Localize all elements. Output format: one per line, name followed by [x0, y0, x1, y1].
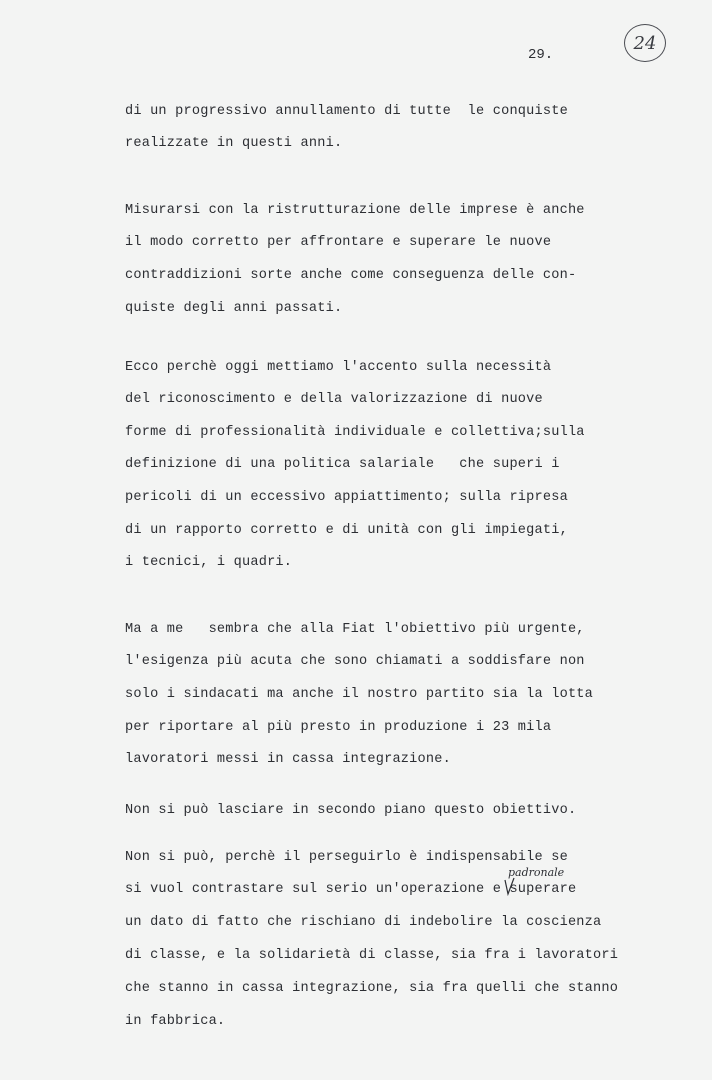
circled-page-number-text: 24 — [633, 32, 657, 54]
circled-page-number — [624, 24, 666, 62]
text-line: un dato di fatto che rischiano di indebolire la coscienza — [125, 915, 602, 930]
text-line: Ma a me sembra che alla Fiat l'obiettivo più urgente, — [125, 622, 585, 637]
insertion-caret-mark — [502, 876, 516, 896]
text-line: realizzate in questi anni. — [125, 136, 343, 151]
text-line: definizione di una politica salariale che superi i — [125, 457, 560, 472]
text-line: Ecco perchè oggi mettiamo l'accento sulla necessità — [125, 360, 552, 375]
text-line: lavoratori messi in cassa integrazione. — [125, 752, 451, 767]
text-line: in fabbrica. — [125, 1014, 226, 1029]
text-line: di classe, e la solidarietà di classe, sia fra i lavoratori — [125, 948, 619, 963]
text-line: per riportare al più presto in produzione i 23 mila — [125, 720, 552, 735]
text-line: i tecnici, i quadri. — [125, 555, 293, 570]
text-line: Non si può, perchè il perseguirlo è indispensabile se — [125, 850, 568, 865]
text-line: contraddizioni sorte anche come conseguenza delle con- — [125, 268, 577, 283]
text-line: si vuol contrastare sul serio un'operazione e superare — [125, 882, 577, 897]
handwritten-insert: padronale — [508, 866, 565, 879]
text-line: di un rapporto corretto e di unità con gli impiegati, — [125, 523, 568, 538]
text-line: di un progressivo annullamento di tutte le conquiste — [125, 104, 568, 119]
text-line: pericoli di un eccessivo appiattimento; sulla ripresa — [125, 490, 568, 505]
text-line: del riconoscimento e della valorizzazione di nuove — [125, 392, 543, 407]
text-line: che stanno in cassa integrazione, sia fra quelli che stanno — [125, 981, 619, 996]
text-line: quiste degli anni passati. — [125, 301, 343, 316]
page-number: 29. — [528, 47, 554, 63]
text-line: Misurarsi con la ristrutturazione delle imprese è anche — [125, 203, 585, 218]
text-line: Non si può lasciare in secondo piano questo obiettivo. — [125, 803, 577, 818]
text-line: il modo corretto per affrontare e superare le nuove — [125, 235, 552, 250]
text-line: l'esigenza più acuta che sono chiamati a soddisfare non — [125, 654, 585, 669]
text-line: forme di professionalità individuale e collettiva;sulla — [125, 425, 585, 440]
text-line: solo i sindacati ma anche il nostro partito sia la lotta — [125, 687, 594, 702]
